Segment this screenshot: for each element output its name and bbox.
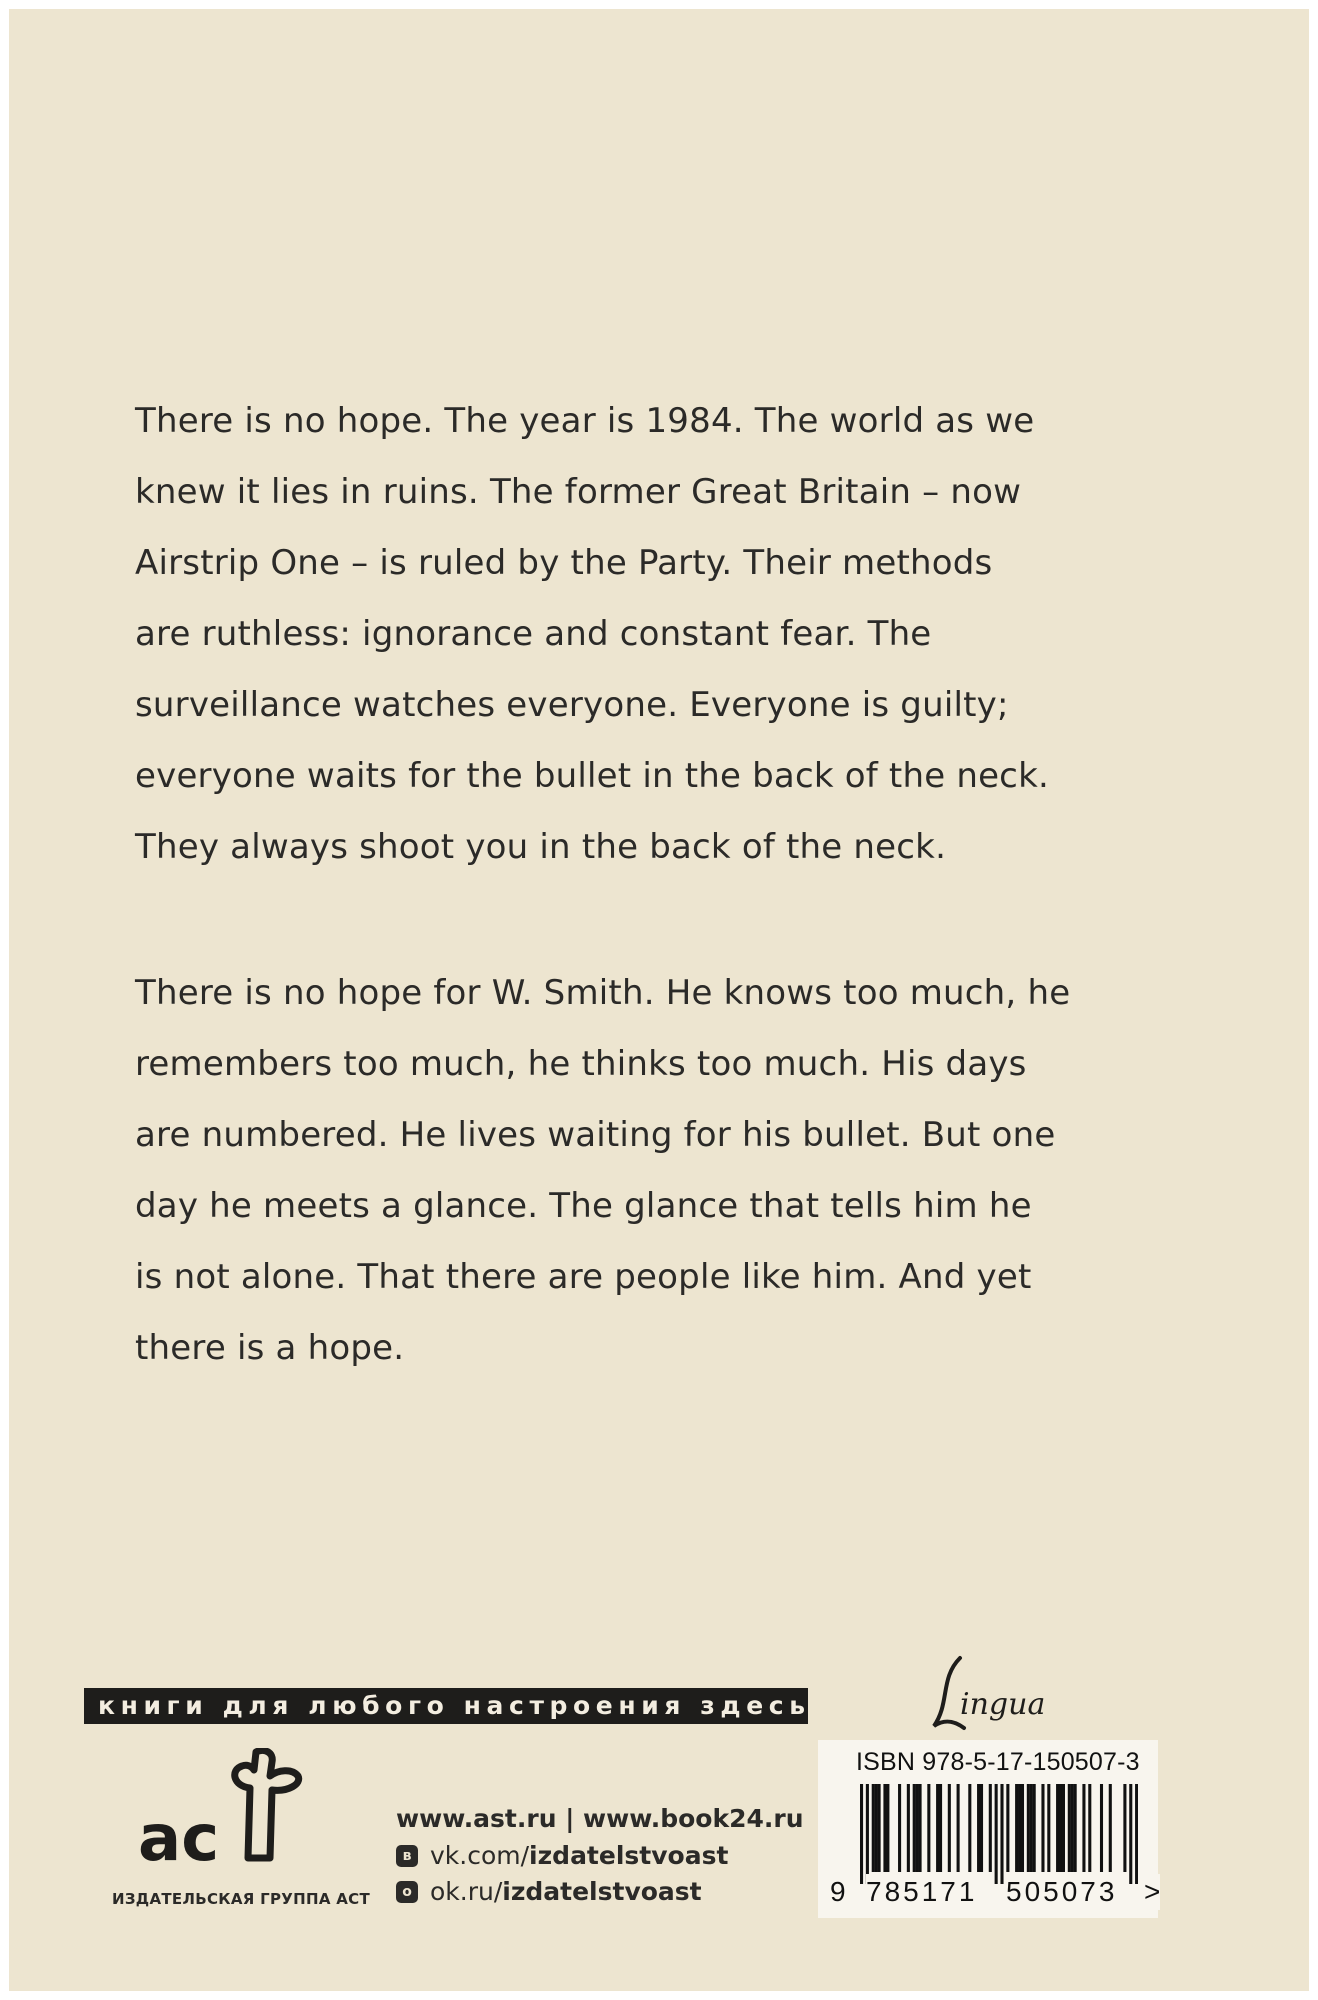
barcode-bar [875,1784,878,1872]
ok-handle: izdatelstvoast [502,1877,702,1906]
barcode-bar [1000,1784,1003,1884]
blurb-line: There is no hope. The year is 1984. The world as we [135,401,1035,441]
vk-handle: izdatelstvoast [529,1841,729,1870]
ok-prefix: ok.ru/ [430,1877,503,1906]
barcode-bar [886,1784,889,1872]
barcode-bar [939,1784,942,1872]
barcode-bar [1071,1784,1074,1872]
websites-link[interactable]: www.ast.ru | www.book24.ru [396,1804,804,1833]
blurb-line: everyone waits for the bullet in the back of the neck. [135,756,1049,796]
barcode-digit-first: 9 [830,1874,846,1910]
barcode-bar [968,1784,971,1872]
barcode-bar [1100,1784,1103,1872]
barcode-bar [977,1784,980,1872]
blurb-line: surveillance watches everyone. Everyone is guilty; [135,685,1009,725]
barcode-bar [948,1784,951,1872]
barcode-bar [919,1784,922,1872]
barcode-bar [898,1784,901,1872]
barcode-digits [830,1874,1160,1910]
barcode-bar [1082,1784,1085,1872]
barcode-bar [980,1784,983,1872]
barcode-bar [1030,1784,1033,1872]
barcode-bar [936,1784,939,1872]
barcode-digits-left: 785171 [866,1874,977,1910]
barcode-bar [1047,1784,1050,1872]
blurb-line: there is a hope. [135,1328,405,1368]
blurb-line: remembers too much, he thinks too much. His days [135,1044,1027,1084]
barcode-bar [1059,1784,1062,1872]
barcode-bar [872,1784,875,1872]
barcode-bar [1062,1784,1065,1872]
blurb-paragraph-1 [135,386,1095,883]
barcode-bar [1056,1784,1059,1872]
barcode-bar [878,1784,881,1872]
vk-icon: в [396,1845,418,1867]
blurb-line: They always shoot you in the back of the neck. [135,827,947,867]
barcode-digits-right: 505073 [1006,1874,1117,1910]
barcode-bar [1021,1784,1024,1872]
barcode-bar [1074,1784,1077,1872]
barcode-bar [1027,1784,1030,1872]
barcode-bar [1123,1784,1126,1872]
ast-logo [138,1748,338,1870]
blurb-line: day he meets a glance. The glance that tells him he [135,1186,1032,1226]
barcode-bar [957,1784,960,1872]
lingua-logo [920,1648,1070,1738]
barcode-bar [907,1784,910,1872]
blurb-line: is not alone. That there are people like him. And yet [135,1257,1032,1297]
barcode-bar [1129,1784,1132,1884]
ok-icon: о [396,1881,418,1903]
isbn-text: ISBN 978-5-17-150507-3 [856,1748,1140,1776]
publisher-name: ИЗДАТЕЛЬСКАЯ ГРУППА АСТ [112,1890,371,1908]
barcode-marker: > [1144,1874,1160,1910]
barcode-bar [913,1784,916,1872]
barcode-bar [883,1784,886,1872]
barcode-bar [1006,1784,1009,1872]
svg-text:ingua: ingua [960,1687,1046,1722]
barcode-bar [989,1784,992,1872]
barcode-bar [916,1784,919,1872]
vk-link[interactable] [396,1838,804,1874]
barcode-bar [1041,1784,1044,1872]
blurb-line: are numbered. He lives waiting for his bullet. But one [135,1115,1056,1155]
barcode-panel [818,1740,1161,1918]
tagline-band: книги для любого настроения здесь [84,1688,808,1724]
blurb-paragraph-2 [135,958,1095,1384]
barcode-bar [927,1784,930,1872]
barcode [860,1784,1138,1884]
blurb-line: are ruthless: ignorance and constant fear. The [135,614,932,654]
barcode-bar [1018,1784,1021,1872]
barcode-bar [1033,1784,1036,1872]
publisher-links [396,1800,804,1910]
svg-text:ас: ас [138,1802,220,1870]
barcode-bar [1088,1784,1091,1872]
barcode-bar [995,1784,998,1884]
barcode-bar [1015,1784,1018,1872]
ok-link[interactable] [396,1874,804,1910]
barcode-bar [1109,1784,1112,1872]
barcode-bar [1135,1784,1138,1884]
barcode-bar [1068,1784,1071,1872]
blurb-line: There is no hope for W. Smith. He knows too much, he [135,973,1071,1013]
blurb-line: Airstrip One – is ruled by the Party. Their methods [135,543,993,583]
blurb-line: knew it lies in ruins. The former Great Britain – now [135,472,1022,512]
barcode-bar [866,1784,869,1884]
barcode-bar [860,1784,863,1884]
vk-prefix: vk.com/ [430,1841,530,1870]
